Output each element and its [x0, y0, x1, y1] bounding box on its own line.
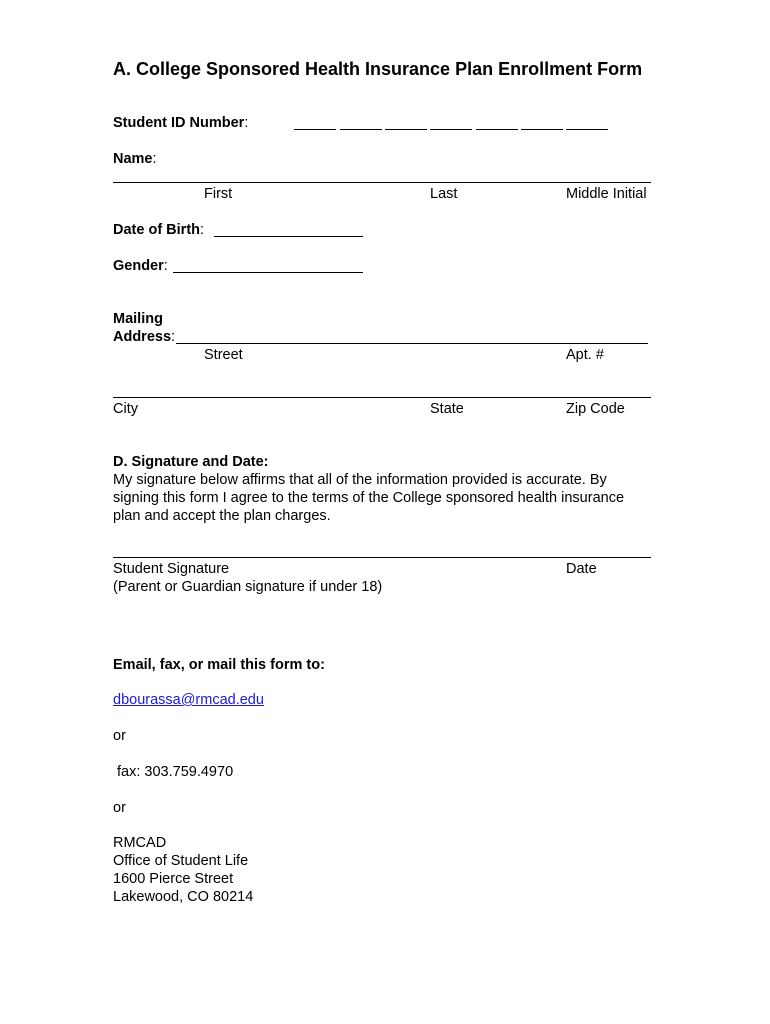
- first-name-caption: First: [204, 186, 233, 202]
- email-link[interactable]: dbourassa@rmcad.edu: [113, 692, 264, 708]
- last-name-caption: Last: [430, 186, 458, 202]
- signature-text-line-2: signing this form I agree to the terms of the College sponsored health insurance: [113, 490, 625, 506]
- student-id-field-7[interactable]: [566, 129, 608, 130]
- signature-field[interactable]: [113, 557, 651, 558]
- gender-field[interactable]: [173, 272, 363, 273]
- address-line-2: Office of Student Life: [113, 853, 249, 869]
- city-state-zip-field[interactable]: [113, 397, 651, 398]
- contact-heading: Email, fax, or mail this form to:: [113, 657, 325, 673]
- page-title: A. College Sponsored Health Insurance Plan Enrollment Form: [113, 59, 643, 79]
- city-caption: City: [113, 401, 138, 417]
- student-id-field-4[interactable]: [430, 129, 472, 130]
- student-id-field-2[interactable]: [340, 129, 382, 130]
- student-id-field-1[interactable]: [294, 129, 336, 130]
- or-text-2: or: [113, 800, 126, 816]
- student-id-field-5[interactable]: [476, 129, 518, 130]
- student-id-label: Student ID Number:: [113, 115, 249, 131]
- mailing-label: Mailing: [113, 311, 163, 327]
- state-caption: State: [430, 401, 464, 417]
- gender-label: Gender:: [113, 258, 168, 274]
- guardian-note: (Parent or Guardian signature if under 18): [113, 579, 383, 595]
- address-line-1: RMCAD: [113, 835, 167, 851]
- fax-number: fax: 303.759.4970: [113, 764, 234, 780]
- or-text-1: or: [113, 728, 126, 744]
- dob-label: Date of Birth:: [113, 222, 205, 238]
- student-id-field-3[interactable]: [385, 129, 427, 130]
- name-label: Name:: [113, 151, 157, 167]
- street-caption: Street: [204, 347, 243, 363]
- signature-text-line-3: plan and accept the plan charges.: [113, 508, 331, 524]
- signature-text-line-1: My signature below affirms that all of the information provided is accurate. By: [113, 472, 607, 488]
- street-field[interactable]: [176, 343, 648, 344]
- name-field[interactable]: [113, 182, 651, 183]
- student-id-field-6[interactable]: [521, 129, 563, 130]
- address-label: Address:: [113, 329, 176, 345]
- middle-initial-caption: Middle Initial: [566, 186, 647, 202]
- address-line-3: 1600 Pierce Street: [113, 871, 234, 887]
- dob-field[interactable]: [214, 236, 363, 237]
- student-signature-caption: Student Signature: [113, 561, 230, 577]
- date-caption: Date: [566, 561, 597, 577]
- address-line-4: Lakewood, CO 80214: [113, 889, 254, 905]
- apt-caption: Apt. #: [566, 347, 604, 363]
- zip-caption: Zip Code: [566, 401, 625, 417]
- signature-heading: D. Signature and Date:: [113, 454, 269, 470]
